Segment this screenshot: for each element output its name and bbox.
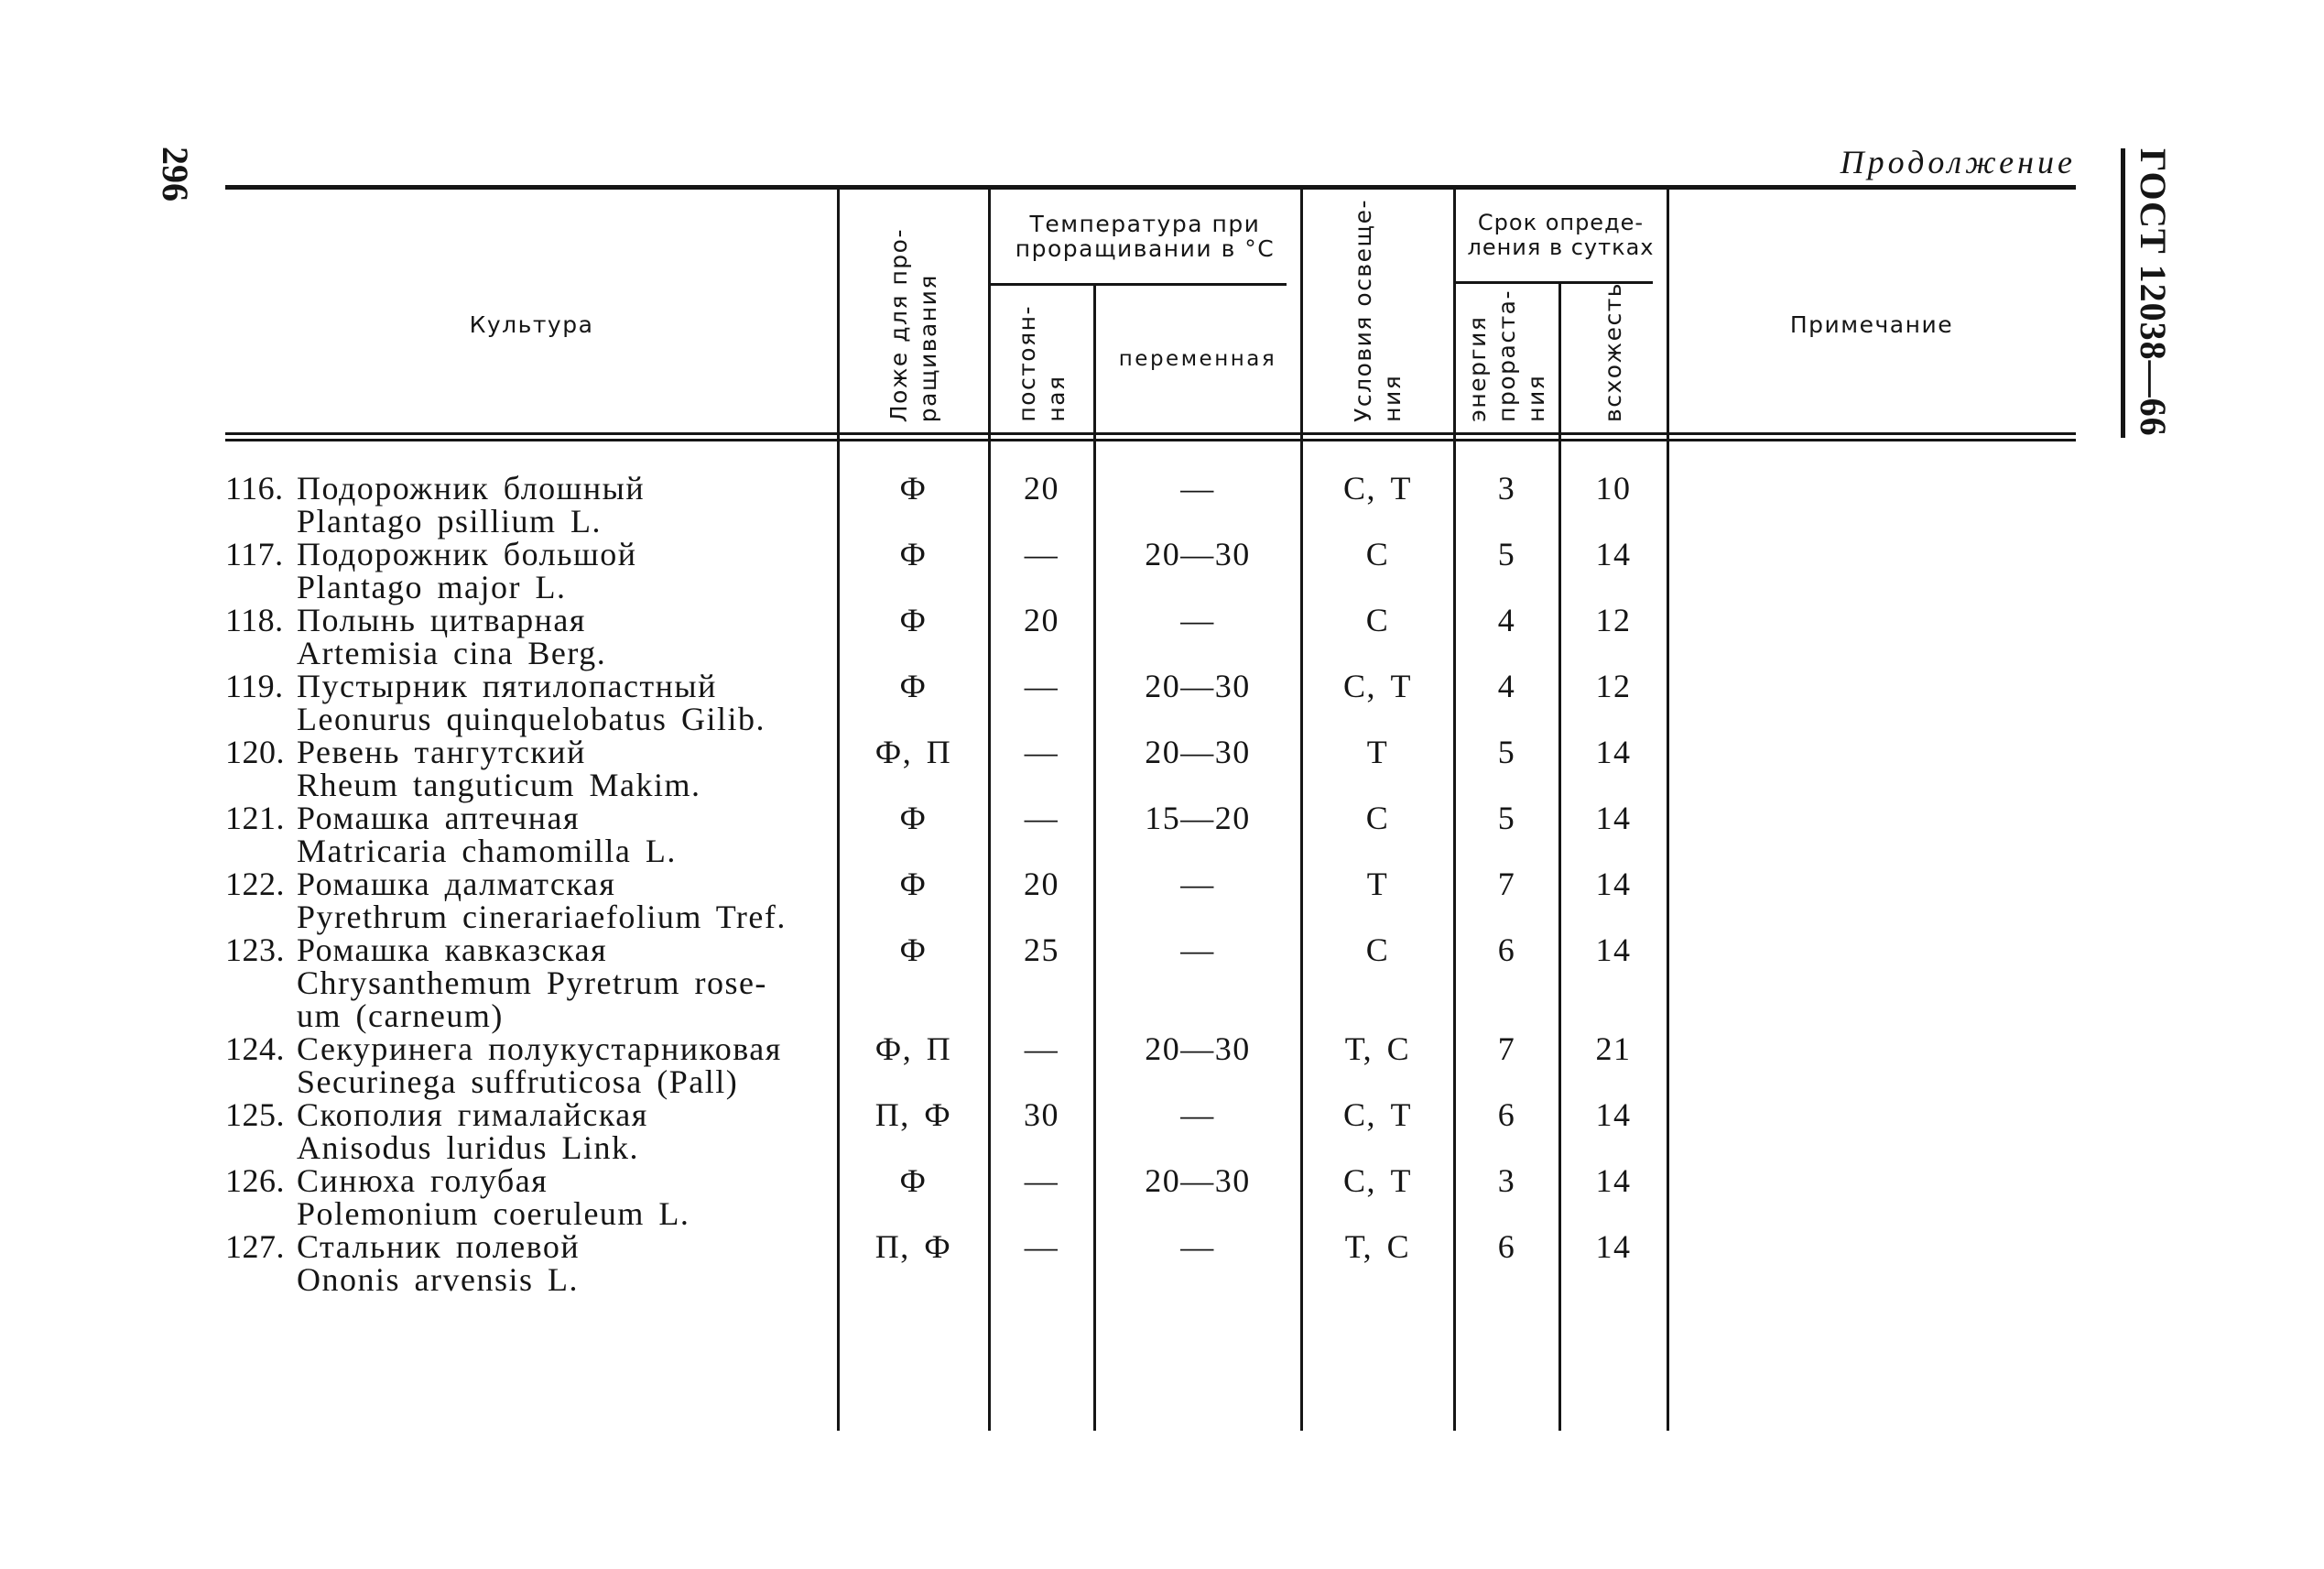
- germination-bed-cell: П, Ф: [874, 1096, 952, 1133]
- variable-temperature-cell: —: [1180, 866, 1215, 902]
- constant-temperature-cell: 20: [1024, 602, 1059, 638]
- culture-name-line: Пустырник пятилопастный: [297, 668, 717, 704]
- germination-bed-cell: Ф: [899, 536, 928, 572]
- germination-days-cell: 14: [1595, 1228, 1632, 1265]
- row-number: 121.: [225, 800, 285, 836]
- header-germination-bed: [838, 190, 989, 432]
- lighting-conditions-cell: Т: [1366, 734, 1389, 770]
- header-text: энергия: [1463, 315, 1491, 422]
- germination-bed-cell: Ф: [899, 800, 928, 836]
- culture-names: [297, 538, 637, 604]
- header-text: ращивания: [914, 273, 941, 422]
- table-body: [225, 472, 2076, 1296]
- row-number: 126.: [225, 1162, 285, 1199]
- culture-name-line: Секуринега полукустарниковая: [297, 1030, 782, 1067]
- germination-bed-cell: Ф: [899, 602, 928, 638]
- culture-name-line: Pyrethrum cinerariaefolium Tref.: [297, 899, 787, 935]
- culture-cell: [225, 801, 838, 867]
- table-row: [225, 472, 2076, 538]
- germination-bed-cell: Ф, П: [874, 1030, 952, 1067]
- variable-temperature-cell: 20—30: [1145, 1162, 1251, 1199]
- culture-name-line: Leonurus quinquelobatus Gilib.: [297, 701, 766, 737]
- header-text: Культура: [469, 311, 594, 338]
- culture-cell: [225, 604, 838, 670]
- culture-cell: [225, 735, 838, 801]
- row-number: 119.: [225, 668, 284, 704]
- germination-bed-cell: Ф, П: [874, 734, 952, 770]
- culture-name-line: Polemonium coeruleum L.: [297, 1195, 690, 1232]
- header-bottom-rule: [225, 432, 2076, 435]
- row-number: 127.: [225, 1228, 285, 1265]
- germination-bed-cell: П, Ф: [874, 1228, 952, 1265]
- culture-name-line: Matricaria chamomilla L.: [297, 833, 677, 869]
- culture-name-line: Подорожник блошный: [297, 470, 646, 507]
- header-text: проращивании в °С: [1015, 235, 1276, 262]
- culture-cell: [225, 1032, 838, 1098]
- culture-names: [297, 1164, 690, 1230]
- header-text: Температура при: [1029, 211, 1261, 237]
- culture-name-line: um (carneum): [297, 997, 504, 1034]
- culture-name-line: Синюха голубая: [297, 1162, 548, 1199]
- culture-names: [297, 1032, 782, 1098]
- constant-temperature-cell: —: [1024, 1030, 1059, 1067]
- variable-temperature-cell: —: [1180, 602, 1215, 638]
- germination-days-cell: 14: [1595, 1162, 1632, 1199]
- germination-days-cell: 14: [1595, 932, 1632, 968]
- germination-energy-days-cell: 6: [1497, 1228, 1516, 1265]
- header-note: [1667, 190, 2076, 432]
- constant-temperature-cell: —: [1024, 1162, 1059, 1199]
- row-number: 123.: [225, 932, 285, 968]
- header-text: Примечание: [1789, 311, 1954, 338]
- culture-name-line: Полынь цитварная: [297, 602, 586, 638]
- germination-days-cell: 21: [1595, 1030, 1632, 1067]
- header-temperature-group: [989, 190, 1301, 283]
- germination-days-cell: 12: [1595, 602, 1632, 638]
- culture-name-line: Подорожник большой: [297, 536, 637, 572]
- culture-names: [297, 735, 700, 801]
- table-row: [225, 538, 2076, 604]
- header-text: ния: [1522, 374, 1549, 422]
- culture-cell: [225, 867, 838, 933]
- page-number: 296: [155, 147, 196, 202]
- germination-days-cell: 14: [1595, 1096, 1632, 1133]
- note-cell: [1667, 538, 2076, 604]
- variable-temperature-cell: —: [1180, 470, 1215, 507]
- lighting-conditions-cell: С, Т: [1342, 470, 1412, 507]
- germination-energy-days-cell: 3: [1497, 470, 1516, 507]
- note-cell: [1667, 670, 2076, 735]
- lighting-conditions-cell: Т, С: [1344, 1030, 1411, 1067]
- germination-energy-days-cell: 4: [1497, 602, 1516, 638]
- culture-cell: [225, 933, 838, 1032]
- lighting-conditions-cell: С: [1365, 602, 1390, 638]
- culture-names: [297, 867, 787, 933]
- constant-temperature-cell: 20: [1024, 470, 1059, 507]
- culture-name-line: Стальник полевой: [297, 1228, 581, 1265]
- culture-name-line: Anisodus luridus Link.: [297, 1129, 640, 1166]
- germination-days-cell: 12: [1595, 668, 1632, 704]
- germination-days-cell: 10: [1595, 470, 1632, 507]
- row-number: 118.: [225, 602, 284, 638]
- table-row: [225, 735, 2076, 801]
- germination-days-cell: 14: [1595, 866, 1632, 902]
- note-cell: [1667, 472, 2076, 538]
- germination-bed-cell: Ф: [899, 470, 928, 507]
- note-cell: [1667, 1032, 2076, 1098]
- culture-name-line: Securinega suffruticosa (Pall): [297, 1063, 739, 1100]
- variable-temperature-cell: 15—20: [1145, 800, 1251, 836]
- table-row: [225, 670, 2076, 735]
- header-text: ная: [1042, 375, 1070, 422]
- table-row: [225, 1230, 2076, 1296]
- variable-temperature-cell: —: [1180, 1096, 1215, 1133]
- culture-names: [297, 933, 767, 1032]
- variable-temperature-cell: —: [1180, 932, 1215, 968]
- row-number: 117.: [225, 536, 284, 572]
- note-cell: [1667, 933, 2076, 1032]
- constant-temperature-cell: 30: [1024, 1096, 1059, 1133]
- culture-cell: [225, 1098, 838, 1164]
- variable-temperature-cell: 20—30: [1145, 734, 1251, 770]
- culture-cell: [225, 1164, 838, 1230]
- table-row: [225, 933, 2076, 1032]
- table-row: [225, 1032, 2076, 1098]
- header-germination: [1559, 281, 1667, 432]
- culture-cell: [225, 670, 838, 735]
- variable-temperature-cell: 20—30: [1145, 1030, 1251, 1067]
- table-row: [225, 867, 2076, 933]
- continuation-label: Продолжение: [1840, 144, 2076, 180]
- table-row: [225, 604, 2076, 670]
- germination-energy-days-cell: 3: [1497, 1162, 1516, 1199]
- note-cell: [1667, 735, 2076, 801]
- lighting-conditions-cell: С: [1365, 932, 1390, 968]
- standard-code: ГОСТ 12038—66: [2133, 148, 2174, 437]
- culture-names: [297, 801, 677, 867]
- constant-temperature-cell: —: [1024, 1228, 1059, 1265]
- constant-temperature-cell: 25: [1024, 932, 1059, 968]
- lighting-conditions-cell: Т: [1366, 866, 1389, 902]
- header-text: ления в сутках: [1467, 234, 1655, 260]
- culture-name-line: Ononis arvensis L.: [297, 1261, 579, 1298]
- table-row: [225, 801, 2076, 867]
- germination-energy-days-cell: 6: [1497, 1096, 1516, 1133]
- header-text: всхожесть: [1600, 281, 1626, 422]
- germination-energy-days-cell: 5: [1497, 734, 1516, 770]
- row-number: 122.: [225, 866, 285, 902]
- culture-name-line: Ромашка далматская: [297, 866, 616, 902]
- note-cell: [1667, 801, 2076, 867]
- header-bottom-rule: [225, 439, 2076, 441]
- header-term-group: [1454, 190, 1667, 281]
- table-row: [225, 1098, 2076, 1164]
- culture-name-line: Ревень тангутский: [297, 734, 586, 770]
- culture-name-line: Ромашка кавказская: [297, 932, 608, 968]
- germination-bed-cell: Ф: [899, 1162, 928, 1199]
- culture-name-line: Ромашка аптечная: [297, 800, 581, 836]
- germination-days-cell: 14: [1595, 800, 1632, 836]
- culture-cell: [225, 472, 838, 538]
- culture-names: [297, 1230, 580, 1296]
- note-cell: [1667, 1164, 2076, 1230]
- note-cell: [1667, 1230, 2076, 1296]
- header-text: Срок опреде-: [1477, 210, 1645, 235]
- culture-name-line: Chrysanthemum Pyretrum rose-: [297, 964, 767, 1001]
- header-variable-temperature: [1094, 286, 1301, 432]
- germination-energy-days-cell: 7: [1497, 866, 1516, 902]
- row-number: 124.: [225, 1030, 285, 1067]
- row-number: 120.: [225, 734, 285, 770]
- culture-name-line: Скополия гималайская: [297, 1096, 648, 1133]
- header-germination-energy: [1454, 284, 1559, 432]
- table-row: [225, 1164, 2076, 1230]
- variable-temperature-cell: —: [1180, 1228, 1215, 1265]
- header-constant-temperature: [989, 286, 1094, 432]
- header-text: постоян-: [1013, 305, 1040, 422]
- culture-cell: [225, 1230, 838, 1296]
- lighting-conditions-cell: Т, С: [1344, 1228, 1411, 1265]
- culture-cell: [225, 538, 838, 604]
- variable-temperature-cell: 20—30: [1145, 668, 1251, 704]
- culture-name-line: Artemisia cina Berg.: [297, 635, 607, 671]
- running-head-rule: [2121, 148, 2125, 438]
- lighting-conditions-cell: С: [1365, 800, 1390, 836]
- note-cell: [1667, 1098, 2076, 1164]
- germination-energy-days-cell: 6: [1497, 932, 1516, 968]
- constant-temperature-cell: —: [1024, 536, 1059, 572]
- constant-temperature-cell: 20: [1024, 866, 1059, 902]
- germination-bed-cell: Ф: [899, 866, 928, 902]
- header-text: ния: [1378, 374, 1406, 422]
- germination-energy-days-cell: 7: [1497, 1030, 1516, 1067]
- row-number: 116.: [225, 470, 284, 507]
- culture-names: [297, 670, 766, 735]
- germination-energy-days-cell: 5: [1497, 536, 1516, 572]
- header-text: Условия освеще-: [1349, 199, 1376, 422]
- header-text: переменная: [1118, 346, 1277, 371]
- culture-names: [297, 1098, 648, 1164]
- lighting-conditions-cell: С: [1365, 536, 1390, 572]
- header-culture: [225, 190, 838, 432]
- header-text: Ложе для про-: [885, 227, 912, 422]
- lighting-conditions-cell: С, Т: [1342, 1096, 1412, 1133]
- lighting-conditions-cell: С, Т: [1342, 668, 1412, 704]
- note-cell: [1667, 867, 2076, 933]
- constant-temperature-cell: —: [1024, 800, 1059, 836]
- germination-energy-days-cell: 4: [1497, 668, 1516, 704]
- note-cell: [1667, 604, 2076, 670]
- seed-germination-table: [225, 185, 2076, 1431]
- header-lighting-conditions: [1301, 190, 1454, 432]
- germination-bed-cell: Ф: [899, 932, 928, 968]
- lighting-conditions-cell: С, Т: [1342, 1162, 1412, 1199]
- variable-temperature-cell: 20—30: [1145, 536, 1251, 572]
- germination-energy-days-cell: 5: [1497, 800, 1516, 836]
- culture-names: [297, 472, 645, 538]
- germination-days-cell: 14: [1595, 536, 1632, 572]
- germination-days-cell: 14: [1595, 734, 1632, 770]
- constant-temperature-cell: —: [1024, 668, 1059, 704]
- culture-names: [297, 604, 606, 670]
- germination-bed-cell: Ф: [899, 668, 928, 704]
- culture-name-line: Rheum tanguticum Makim.: [297, 767, 701, 803]
- constant-temperature-cell: —: [1024, 734, 1059, 770]
- header-text: прораста-: [1493, 289, 1520, 422]
- culture-name-line: Plantago psillium L.: [297, 503, 602, 539]
- culture-name-line: Plantago major L.: [297, 569, 567, 605]
- row-number: 125.: [225, 1096, 285, 1133]
